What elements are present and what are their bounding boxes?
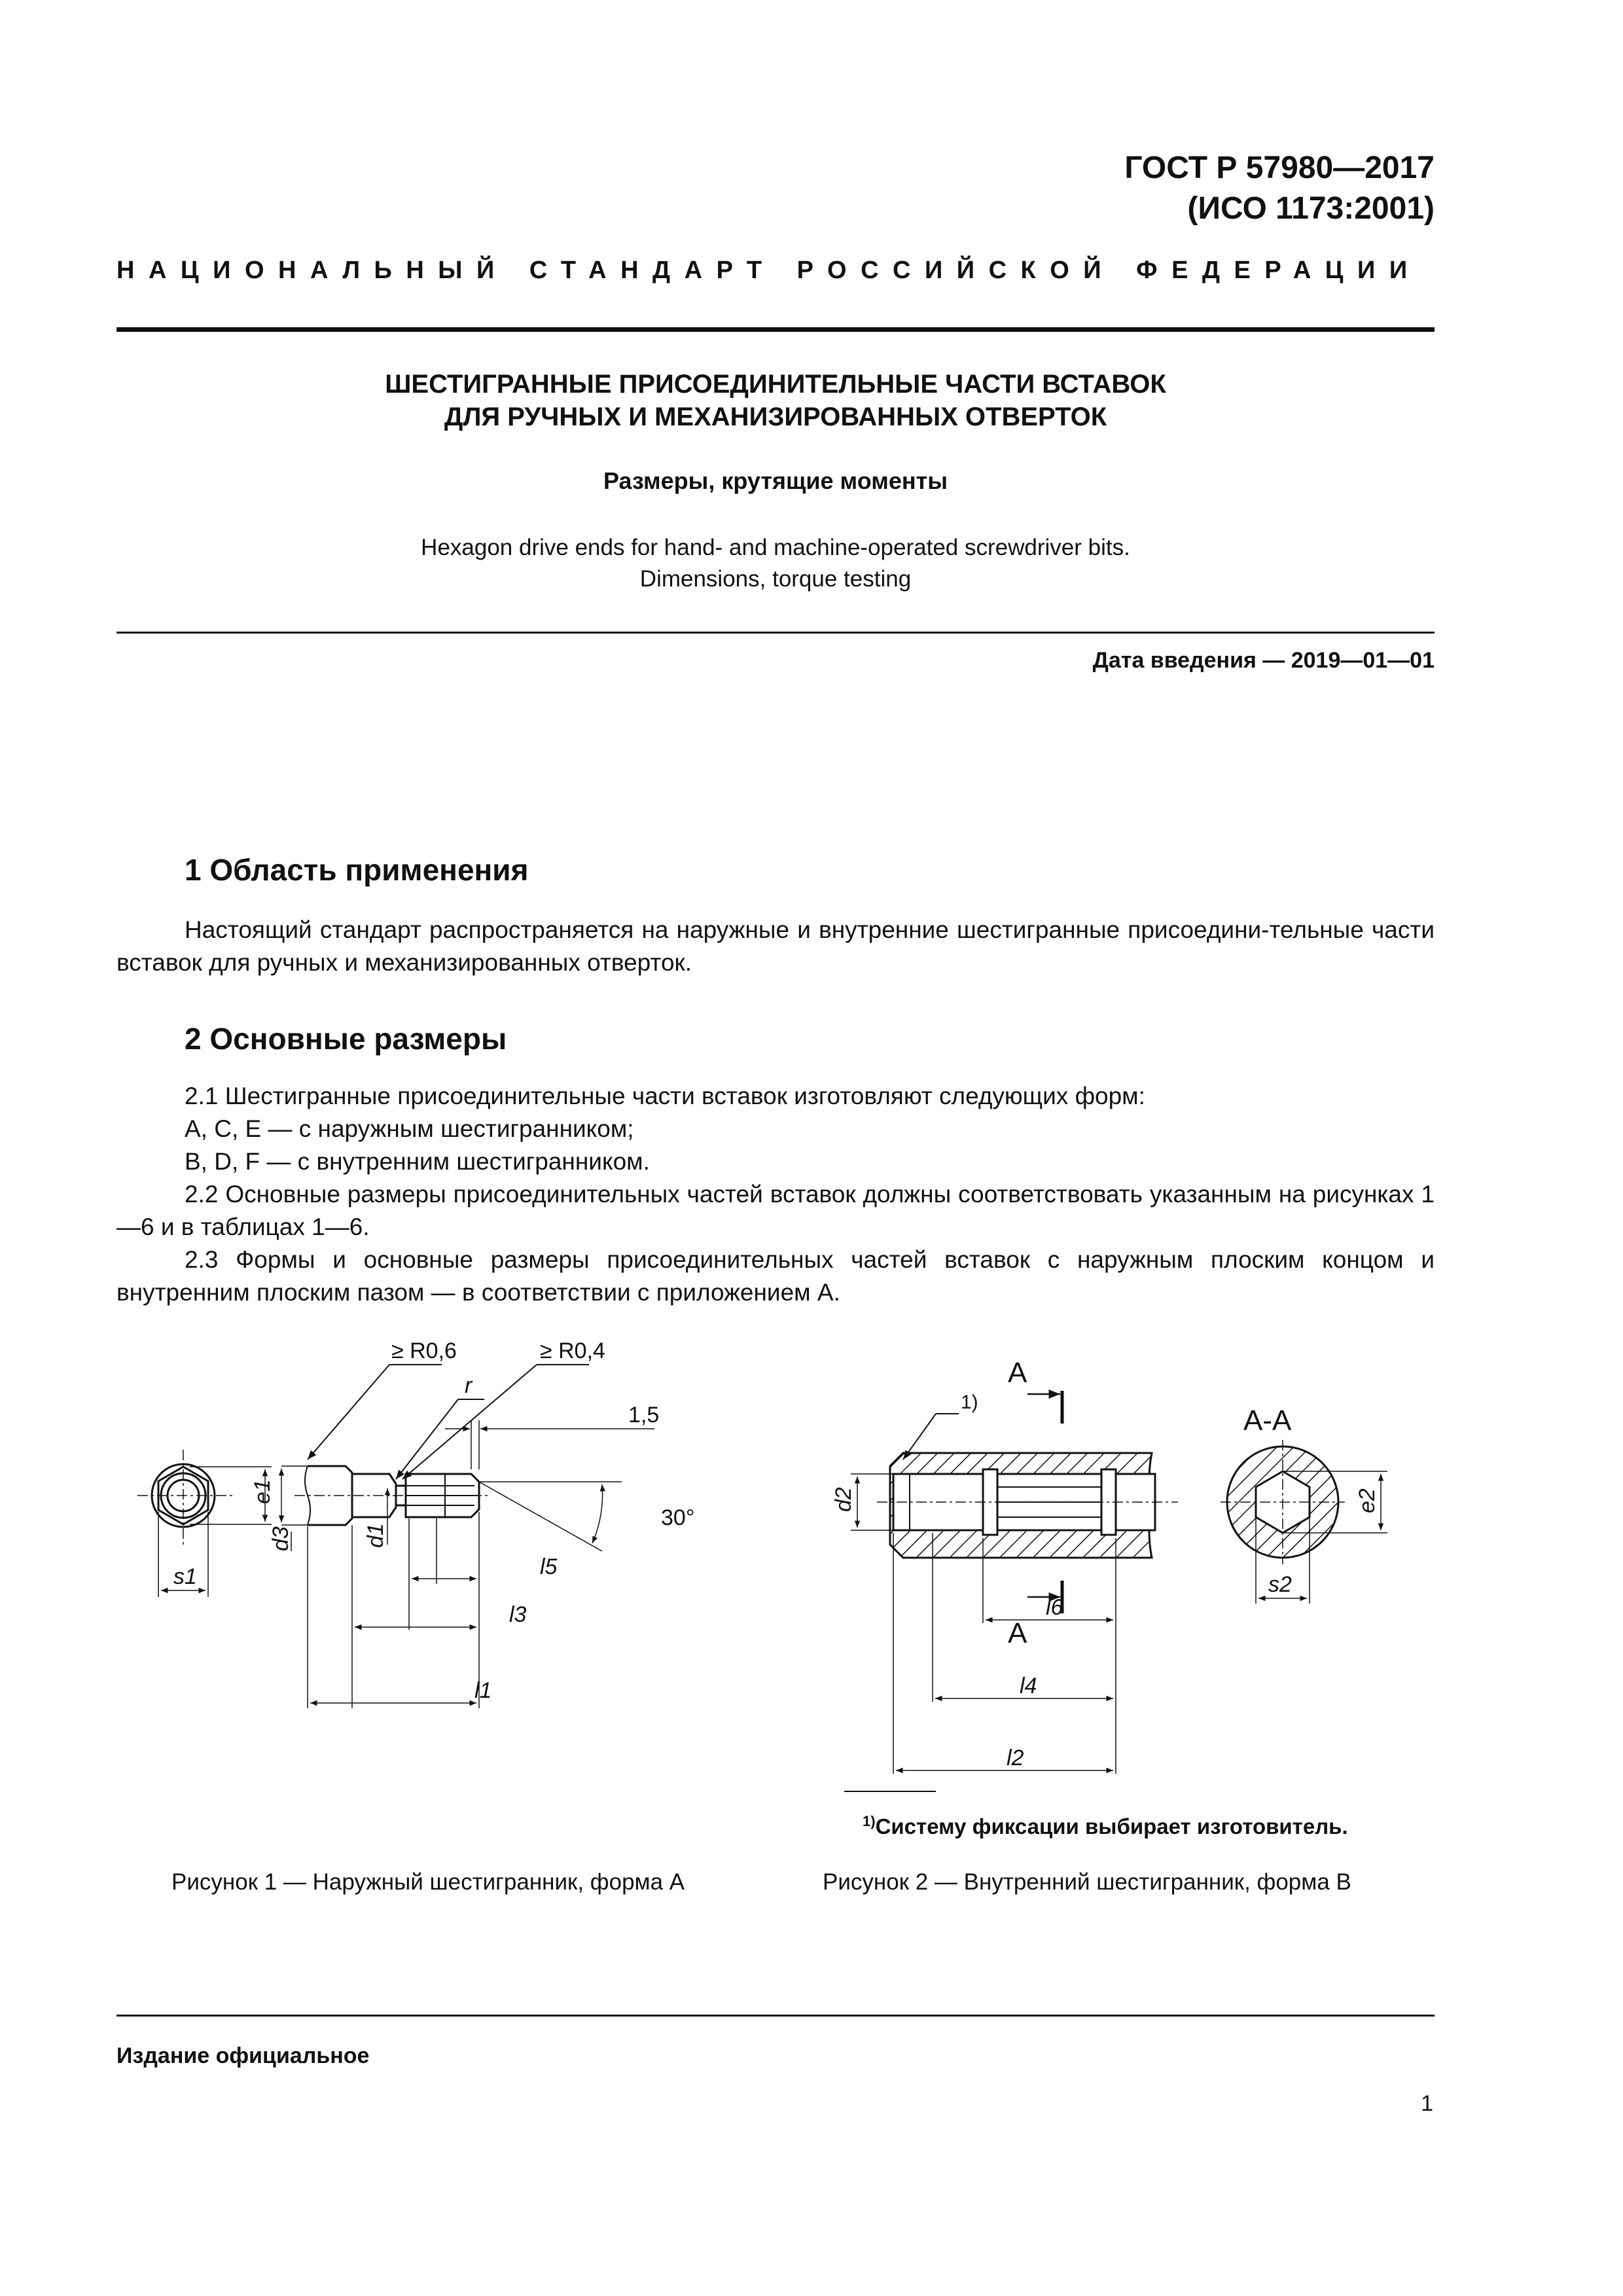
label-dim-1-5: 1,5 <box>628 1403 660 1427</box>
figure-1-caption: Рисунок 1 — Наружный шестигранник, форма А <box>171 1869 685 1895</box>
label-d2: d2 <box>831 1487 856 1512</box>
label-section-a-top: A <box>1008 1357 1027 1389</box>
para-2-2-content: 2.2 Основные размеры присоединительных частей вставок должны соответствовать указанным на рисунках 1—6 и в таблицах 1—6. <box>116 1181 1435 1240</box>
label-l2: l2 <box>1007 1746 1024 1770</box>
label-r: r <box>465 1373 473 1398</box>
label-section-a-a: A-A <box>1243 1405 1292 1437</box>
para-2-3-content: 2.3 Формы и основные размеры присоединительных частей вставок с наружным плоским концом и внутренним плоским пазом — в соответствии с приложением А. <box>116 1246 1435 1306</box>
para-2-1-item-1: A, C, E — с наружным шестигранником; <box>185 1115 634 1142</box>
section-2-heading: 2 Основные размеры <box>185 1022 507 1056</box>
title-divider <box>116 632 1435 634</box>
label-d1: d1 <box>363 1523 388 1548</box>
label-r06: ≥ R0,6 <box>391 1338 457 1363</box>
label-note-1: 1) <box>961 1391 978 1413</box>
para-2-2 <box>116 1178 1435 1244</box>
national-standard-banner: НАЦИОНАЛЬНЫЙ СТАНДАРТ РОССИЙСКОЙ ФЕДЕРАЦИИ <box>116 257 1421 284</box>
label-l1: l1 <box>474 1678 492 1703</box>
label-l3: l3 <box>509 1602 527 1627</box>
figure-1-drawing <box>118 1322 798 1728</box>
english-title <box>116 532 1435 595</box>
document-title <box>116 368 1435 433</box>
footer-divider <box>116 2015 1435 2017</box>
label-s2: s2 <box>1268 1572 1292 1597</box>
iso-number: (ИСО 1173:2001) <box>1187 191 1435 226</box>
english-title-line-1: Hexagon drive ends for hand- and machine-operated screwdriver bits. <box>421 535 1130 560</box>
section-1-text-content: Настоящий стандарт распространяется на наружные и внутренние шестигранные присоедини-тельные части вставок для ручных и механизированных отверток. <box>116 916 1435 976</box>
figure-2-drawing <box>812 1329 1433 1800</box>
label-l5: l5 <box>540 1554 558 1579</box>
english-title-line-2: Dimensions, torque testing <box>639 566 912 592</box>
edition-label: Издание официальное <box>116 2043 370 2068</box>
title-line-2: ДЛЯ РУЧНЫХ И МЕХАНИЗИРОВАННЫХ ОТВЕРТОК <box>444 403 1107 431</box>
para-2-1-item-2: B, D, F — с внутренним шестигранником. <box>185 1148 650 1175</box>
footnote-text: Систему фиксации выбирает изготовитель. <box>875 1814 1348 1839</box>
footnote-rule <box>844 1791 936 1792</box>
document-subtitle: Размеры, крутящие моменты <box>603 467 948 494</box>
footnote-mark: 1) <box>863 1813 876 1829</box>
intro-date: Дата введения — 2019—01—01 <box>1092 648 1435 673</box>
section-1-heading: 1 Область применения <box>185 853 529 887</box>
figure-2-caption: Рисунок 2 — Внутренний шестигранник, форма B <box>823 1869 1351 1895</box>
label-e2: e2 <box>1355 1488 1380 1513</box>
label-s1: s1 <box>173 1564 197 1589</box>
para-2-3 <box>116 1244 1435 1309</box>
label-d3: d3 <box>268 1526 293 1551</box>
para-2-1: 2.1 Шестигранные присоединительные части вставок изготовляют следующих форм: <box>185 1083 1145 1109</box>
page-number: 1 <box>1421 2091 1433 2116</box>
figure-2-footnote <box>863 1813 1348 1839</box>
section-1-text <box>116 914 1435 979</box>
standard-number: ГОСТ Р 57980—2017 <box>1124 151 1435 185</box>
standard-number-block <box>1124 148 1435 229</box>
label-e1: e1 <box>250 1479 275 1504</box>
label-angle-30: 30° <box>661 1505 695 1530</box>
label-l4: l4 <box>1020 1674 1037 1698</box>
label-section-a-bottom: A <box>1008 1617 1027 1649</box>
title-line-1: ШЕСТИГРАННЫЕ ПРИСОЕДИНИТЕЛЬНЫЕ ЧАСТИ ВСТАВОК <box>385 370 1166 399</box>
header-divider <box>116 327 1435 332</box>
label-r04: ≥ R0,4 <box>540 1338 605 1363</box>
label-l6: l6 <box>1046 1595 1063 1620</box>
